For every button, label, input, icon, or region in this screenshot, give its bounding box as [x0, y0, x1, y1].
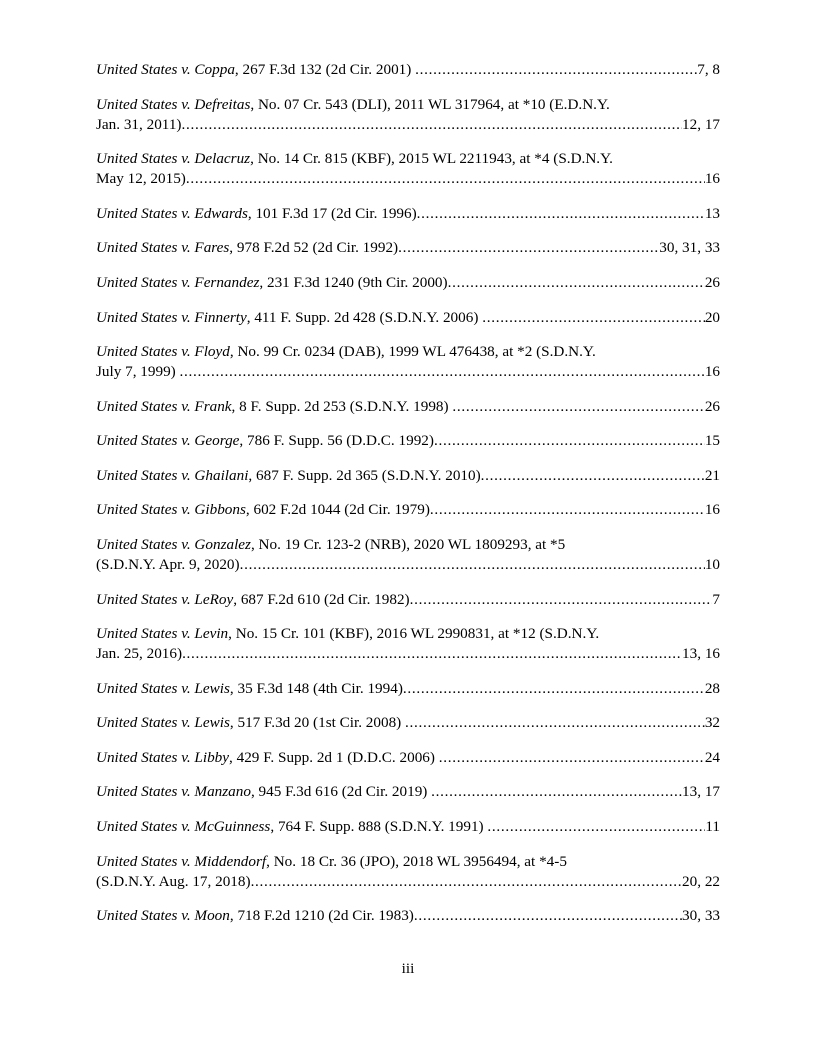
authority-line	[96, 782, 720, 802]
citation-detail: , 8 F. Supp. 2d 253 (S.D.N.Y. 1998)	[231, 397, 453, 415]
authority-line	[96, 500, 720, 520]
page-reference: 13	[704, 204, 720, 222]
dot-leader	[415, 60, 697, 80]
citation-detail: , 978 F.2d 52 (2d Cir. 1992)	[229, 239, 399, 257]
dot-leader	[180, 362, 705, 382]
authority-line	[96, 852, 720, 872]
citation-detail: Jan. 25, 2016)	[96, 645, 183, 663]
case-name: United States v. Levin	[96, 625, 229, 643]
authority-line	[96, 362, 720, 382]
citation-detail: , 718 F.2d 1210 (2d Cir. 1983)	[229, 907, 414, 925]
citation-detail: , No. 07 Cr. 543 (DLI), 2011 WL 317964, at *10 (E.D.N.Y.	[250, 95, 610, 113]
case-name: United States v. Manzano	[96, 783, 251, 801]
authority-entry	[96, 713, 720, 733]
case-name: United States v. Fernandez	[96, 273, 260, 291]
case-name: United States v. Floyd	[96, 343, 230, 361]
citation-detail: , 231 F.3d 1240 (9th Cir. 2000)	[259, 273, 448, 291]
case-name: United States v. Fares	[96, 239, 230, 257]
citation-text	[96, 590, 410, 610]
authority-line	[96, 238, 720, 258]
authority-entry	[96, 273, 720, 293]
citation-text	[96, 713, 405, 733]
citation-detail: , 517 F.3d 20 (1st Cir. 2008)	[229, 714, 406, 732]
citation-detail: , 687 F. Supp. 2d 365 (S.D.N.Y. 2010)	[248, 466, 481, 484]
page-reference: 28	[704, 679, 720, 697]
case-name: United States v. Edwards	[96, 204, 248, 222]
authority-line	[96, 644, 720, 664]
citation-detail: May 12, 2015)	[96, 170, 186, 188]
citation-text	[96, 238, 398, 258]
dot-leader	[403, 679, 705, 699]
dot-leader	[487, 817, 705, 837]
citation-detail: , 429 F. Supp. 2d 1 (D.D.C. 2006)	[229, 748, 439, 766]
citation-text	[96, 679, 403, 699]
citation-detail: , 101 F.3d 17 (2d Cir. 1996)	[247, 204, 417, 222]
citation-detail: (S.D.N.Y. Apr. 9, 2020)	[96, 556, 240, 573]
authority-line	[96, 713, 720, 733]
page-reference: 21	[704, 466, 720, 484]
table-of-authorities-list	[96, 60, 720, 926]
authority-line	[96, 204, 720, 224]
citation-text	[96, 204, 417, 224]
authority-line	[96, 535, 720, 555]
citation-text	[96, 782, 431, 802]
page-reference: 30, 33	[682, 907, 720, 925]
case-name: United States v. Delacruz	[96, 150, 251, 168]
case-name: United States v. Moon	[96, 907, 230, 925]
citation-detail: , No. 15 Cr. 101 (KBF), 2016 WL 2990831, at *12 (S.D.N.Y.	[228, 625, 600, 643]
citation-text	[96, 397, 452, 417]
authority-line	[96, 431, 720, 451]
citation-detail: , No. 99 Cr. 0234 (DAB), 1999 WL 476438, at *2 (S.D.N.Y.	[229, 343, 596, 361]
authority-entry	[96, 535, 720, 575]
page-reference: 20	[704, 308, 720, 326]
case-name: United States v. Gibbons	[96, 501, 246, 519]
case-name: United States v. LeRoy	[96, 590, 234, 608]
citation-detail: , No. 14 Cr. 815 (KBF), 2015 WL 2211943, at *4 (S.D.N.Y.	[250, 150, 613, 168]
page-reference: 26	[704, 397, 720, 415]
authority-entry	[96, 149, 720, 189]
page-reference: 32	[704, 714, 720, 732]
dot-leader	[182, 644, 682, 664]
citation-detail: , No. 18 Cr. 36 (JPO), 2018 WL 3956494, at *4-5	[266, 852, 567, 870]
dot-leader	[410, 590, 713, 610]
case-name: United States v. George	[96, 432, 240, 450]
citation-text	[96, 748, 439, 768]
authority-line	[96, 115, 720, 135]
citation-detail: , 764 F. Supp. 888 (S.D.N.Y. 1991)	[270, 818, 488, 835]
authority-line	[96, 169, 720, 189]
citation-text	[96, 308, 482, 328]
page-reference: 16	[704, 363, 720, 381]
dot-leader	[182, 115, 683, 135]
case-name: United States v. Finnerty	[96, 308, 247, 326]
authority-entry	[96, 204, 720, 224]
case-name: United States v. Lewis	[96, 714, 230, 732]
authority-line	[96, 590, 720, 610]
citation-text	[96, 872, 251, 892]
citation-text	[96, 555, 240, 575]
case-name: United States v. Frank	[96, 397, 232, 415]
authority-entry	[96, 466, 720, 486]
citation-text	[96, 273, 448, 293]
page-reference: 11	[705, 818, 720, 835]
authority-entry	[96, 590, 720, 610]
page-reference: 13, 17	[682, 783, 720, 801]
authority-line	[96, 149, 720, 169]
dot-leader	[439, 748, 705, 768]
authority-line	[96, 624, 720, 644]
citation-detail: , 945 F.3d 616 (2d Cir. 2019)	[250, 783, 432, 801]
dot-leader	[430, 500, 705, 520]
citation-detail: , 411 F. Supp. 2d 428 (S.D.N.Y. 2006)	[246, 308, 483, 326]
case-name: United States v. Libby	[96, 748, 230, 766]
authority-entry	[96, 238, 720, 258]
case-name: United States v. Ghailani	[96, 466, 249, 484]
citation-text	[96, 500, 430, 520]
citation-text	[96, 466, 481, 486]
dot-leader	[240, 555, 705, 575]
page-reference: 10	[704, 556, 720, 573]
case-name: United States v. Lewis	[96, 679, 230, 697]
citation-text	[96, 115, 182, 135]
authority-entry	[96, 906, 720, 926]
case-name: United States v. Middendorf	[96, 852, 267, 870]
page-reference: 13, 16	[682, 645, 720, 663]
authority-line	[96, 466, 720, 486]
authority-line	[96, 906, 720, 926]
citation-detail: , 35 F.3d 148 (4th Cir. 1994)	[229, 679, 403, 697]
dot-leader	[431, 782, 682, 802]
dot-leader	[434, 431, 705, 451]
authority-entry	[96, 431, 720, 451]
case-name: United States v. Defreitas	[96, 95, 251, 113]
authority-entry	[96, 817, 720, 837]
authority-line	[96, 397, 720, 417]
case-name: United States v. McGuinness	[96, 818, 271, 835]
page-reference: 7	[712, 590, 720, 608]
dot-leader	[251, 872, 682, 892]
authority-entry	[96, 308, 720, 328]
dot-leader	[452, 397, 704, 417]
authority-entry	[96, 679, 720, 699]
citation-detail: , 267 F.3d 132 (2d Cir. 2001)	[234, 61, 416, 78]
authority-line	[96, 60, 720, 80]
dot-leader	[481, 466, 705, 486]
dot-leader	[417, 204, 705, 224]
dot-leader	[414, 906, 682, 926]
citation-text	[96, 169, 186, 189]
authority-entry	[96, 397, 720, 417]
authority-entry	[96, 95, 720, 135]
page-reference: 16	[704, 170, 720, 188]
page-reference: 12, 17	[682, 115, 720, 133]
citation-detail: , 687 F.2d 610 (2d Cir. 1982)	[233, 590, 410, 608]
dot-leader	[398, 238, 659, 258]
citation-detail: , 786 F. Supp. 56 (D.D.C. 1992)	[239, 432, 434, 450]
dot-leader	[482, 308, 705, 328]
citation-detail: (S.D.N.Y. Aug. 17, 2018)	[96, 872, 251, 890]
authority-entry	[96, 782, 720, 802]
citation-detail: , 602 F.2d 1044 (2d Cir. 1979)	[245, 501, 430, 519]
citation-text	[96, 644, 182, 664]
authority-entry	[96, 852, 720, 892]
page-reference: 15	[704, 432, 720, 450]
citation-detail: Jan. 31, 2011)	[96, 115, 182, 133]
page-reference: 26	[704, 273, 720, 291]
authority-line	[96, 342, 720, 362]
page-reference: 30, 31, 33	[659, 239, 720, 257]
authority-line	[96, 555, 720, 575]
authority-line	[96, 872, 720, 892]
authority-entry	[96, 748, 720, 768]
citation-text	[96, 431, 434, 451]
citation-text	[96, 817, 487, 837]
dot-leader	[405, 713, 705, 733]
page-reference: 7, 8	[697, 61, 720, 78]
authority-line	[96, 273, 720, 293]
citation-detail: , No. 19 Cr. 123-2 (NRB), 2020 WL 1809293, at *5	[250, 535, 566, 553]
authority-line	[96, 308, 720, 328]
page-reference: 20, 22	[682, 872, 720, 890]
page-number: iii	[401, 960, 415, 977]
page-reference: 24	[704, 748, 720, 766]
authority-line	[96, 748, 720, 768]
citation-text	[96, 60, 415, 80]
dot-leader	[186, 169, 705, 189]
authority-line	[96, 817, 720, 837]
case-name: United States v. Gonzalez	[96, 535, 251, 553]
authority-line	[96, 95, 720, 115]
authority-line	[96, 679, 720, 699]
citation-text	[96, 362, 180, 382]
authority-entry	[96, 342, 720, 382]
authority-entry	[96, 60, 720, 80]
case-name: United States v. Coppa	[96, 61, 235, 78]
authority-entry	[96, 500, 720, 520]
citation-detail: July 7, 1999)	[96, 363, 180, 381]
page-reference: 16	[704, 501, 720, 519]
authority-entry	[96, 624, 720, 664]
dot-leader	[448, 273, 705, 293]
citation-text	[96, 906, 414, 926]
